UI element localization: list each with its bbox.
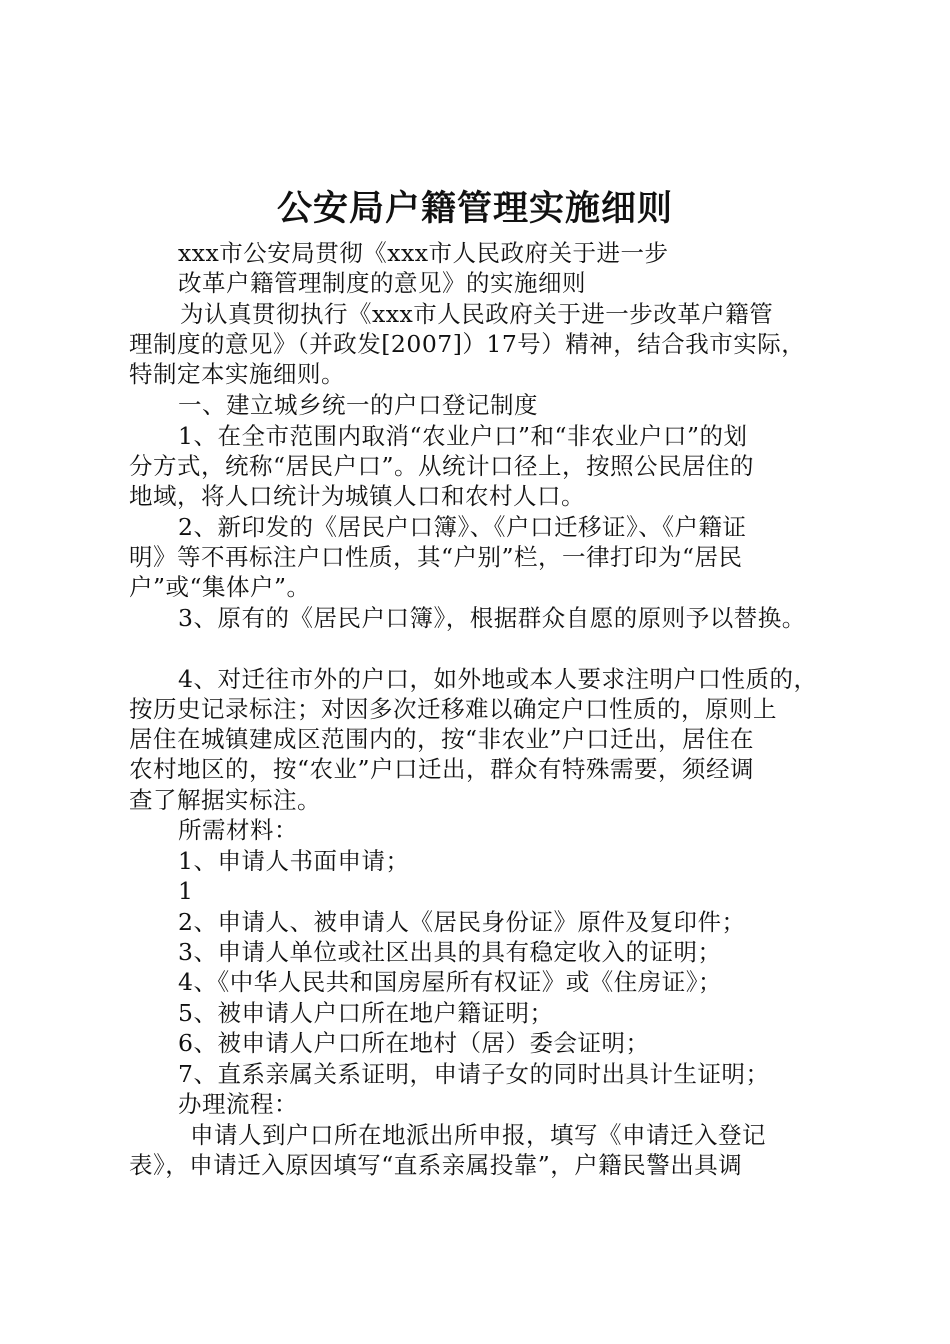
section-heading: 一、建立城乡统一的户口登记制度 (178, 391, 538, 419)
list-item: 2、申请人、被申请人《居民身份证》原件及复印件； (178, 908, 746, 936)
paragraph-line: 申请人到户口所在地派出所申报，填写《申请迁入登记 (190, 1121, 766, 1149)
list-item: 1 (178, 877, 194, 905)
paragraph-line: 户”或“集体户”。 (129, 573, 311, 601)
paragraph-line: 居住在城镇建成区范围内的，按“非农业”户口迁出，居住在 (129, 725, 755, 753)
paragraph-line: 特制定本实施细则。 (129, 360, 345, 388)
list-item: 3、申请人单位或社区出具的具有稳定收入的证明； (178, 938, 722, 966)
process-heading: 办理流程： (178, 1090, 298, 1118)
paragraph-line: 地域，将人口统计为城镇人口和农村人口。 (129, 482, 585, 510)
subtitle-line-1: xxx市公安局贯彻《xxx市人民政府关于进一步 (178, 239, 669, 267)
paragraph-line: 农村地区的，按“农业”户口迁出，群众有特殊需要，须经调 (129, 755, 755, 783)
paragraph-line: 分方式，统称“居民户口”。从统计口径上，按照公民居住的 (129, 452, 755, 480)
materials-heading: 所需材料： (178, 816, 298, 844)
paragraph-line: 为认真贯彻执行《xxx市人民政府关于进一步改革户籍管 (180, 300, 774, 328)
document-title: 公安局户籍管理实施细则 (276, 188, 673, 229)
subtitle-line-2: 改革户籍管理制度的意见》的实施细则 (178, 269, 586, 297)
paragraph-line: 理制度的意见》（并政发[2007]）17号）精神，结合我市实际， (129, 330, 806, 358)
paragraph-line: 4、对迁往市外的户口，如外地或本人要求注明户口性质的， (178, 665, 818, 693)
paragraph-line: 明》等不再标注户口性质，其“户别”栏，一律打印为“居民 (129, 543, 743, 571)
paragraph-line: 1、在全市范围内取消“农业户口”和“非农业户口”的划 (178, 422, 748, 450)
paragraph-line: 按历史记录标注；对因多次迁移难以确定户口性质的，原则上 (129, 695, 777, 723)
list-item: 7、直系亲属关系证明，申请子女的同时出具计生证明； (178, 1060, 770, 1088)
list-item: 1、申请人书面申请； (178, 847, 410, 875)
list-item: 5、被申请人户口所在地户籍证明； (178, 999, 554, 1027)
paragraph-line: 表》，申请迁入原因填写“直系亲属投靠”，户籍民警出具调 (129, 1151, 743, 1179)
list-item: 6、被申请人户口所在地村（居）委会证明； (178, 1029, 650, 1057)
paragraph-line: 3、原有的《居民户口簿》，根据群众自愿的原则予以替换。 (178, 604, 806, 632)
paragraph-line: 2、新印发的《居民户口簿》、《户口迁移证》、《户籍证 (178, 513, 747, 541)
paragraph-line: 查了解据实标注。 (129, 786, 321, 814)
list-item: 4、《中华人民共和国房屋所有权证》或《住房证》； (178, 968, 722, 996)
